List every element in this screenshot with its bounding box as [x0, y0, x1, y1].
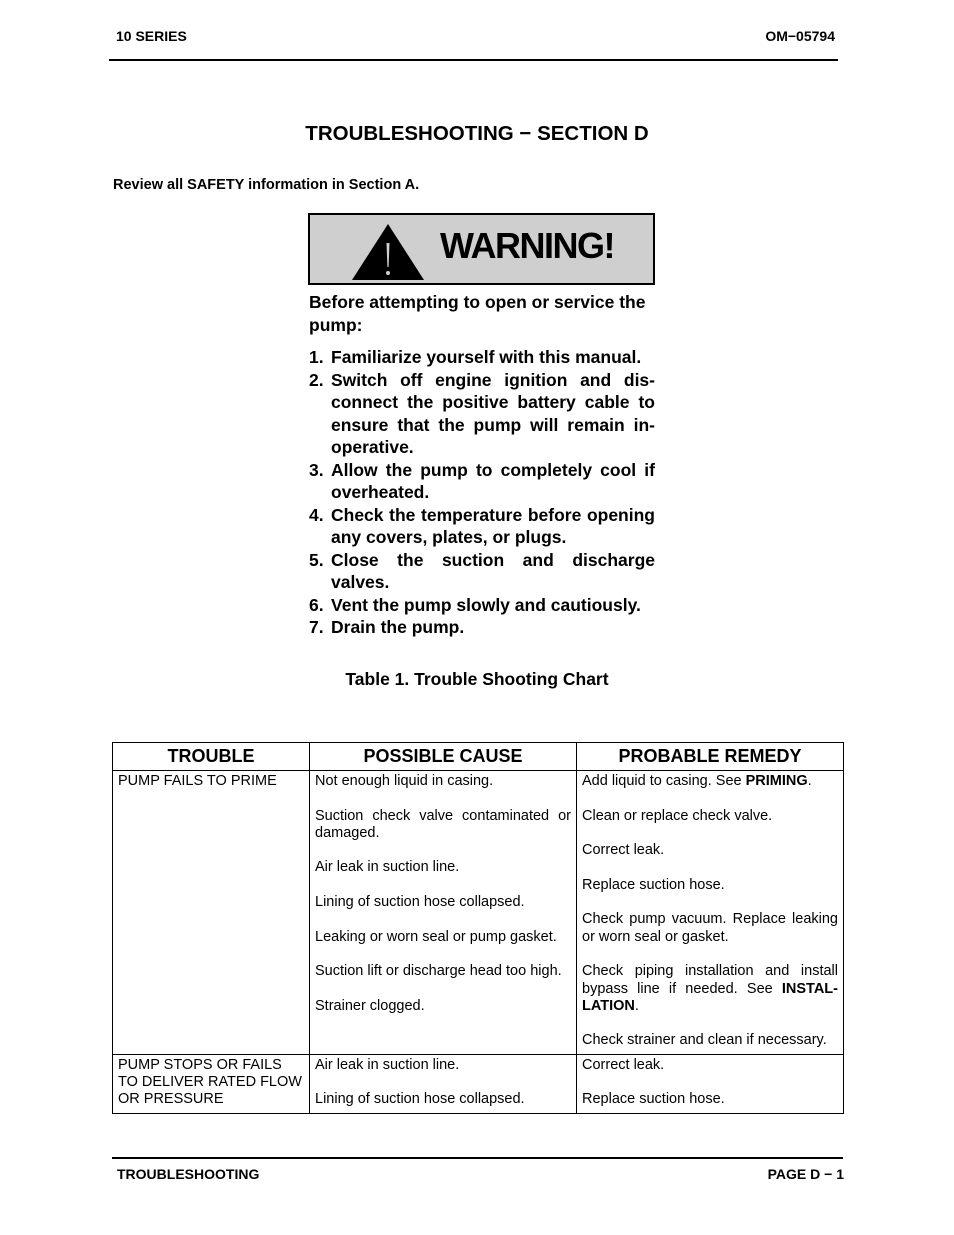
- warning-step: [309, 346, 655, 369]
- cause-entry: Suction check valve contaminated or damaged.: [315, 807, 571, 841]
- remedy-text: Correct leak.: [582, 1056, 665, 1073]
- remedy-entry: [582, 1032, 838, 1049]
- step-number: 3.: [309, 459, 324, 480]
- remedy-entry: [582, 911, 838, 946]
- table-caption: Table 1. Trouble Shooting Chart: [345, 669, 609, 689]
- header-rule: [109, 59, 838, 61]
- remedy-text: Replace suction hose.: [582, 876, 725, 893]
- warning-step: [309, 459, 655, 504]
- remedy-entry: [582, 808, 838, 825]
- warning-step: [309, 504, 655, 549]
- step-text: Vent the pump slowly and cautiously.: [331, 594, 641, 615]
- warning-label: WARNING!: [440, 225, 614, 266]
- step-text: Drain the pump.: [331, 617, 465, 637]
- warning-steps: [309, 346, 655, 639]
- table-row: [113, 771, 844, 1055]
- remedy-reference: INSTALLATION: [582, 980, 838, 1014]
- warning-triangle-icon: [351, 223, 425, 281]
- step-text: Familiarize yourself with this manual.: [331, 347, 642, 367]
- warning-step: [309, 616, 655, 639]
- trouble-cell: PUMP STOPS OR FAILS TO DELIVER RATED FLOW OR PRESSURE: [113, 1054, 310, 1113]
- remedy-text: Replace suction hose.: [582, 1091, 725, 1108]
- cause-entry: Lining of suction hose collapsed.: [315, 1091, 525, 1108]
- step-text: Allow the pump to completely cool if overheated.: [331, 459, 655, 502]
- warning-step: [309, 594, 655, 617]
- step-number: 2.: [309, 369, 324, 390]
- cause-cell: [310, 1054, 577, 1113]
- header-trouble: TROUBLE: [113, 743, 310, 771]
- footer-rule: [112, 1157, 843, 1159]
- remedy-text: Correct leak.: [582, 842, 665, 859]
- remedy-cell: [577, 771, 844, 1055]
- page-title: TROUBLESHOOTING − SECTION D: [305, 122, 649, 145]
- cause-entry: Lining of suction hose collapsed.: [315, 894, 525, 911]
- warning-step: [309, 369, 655, 459]
- step-number: 7.: [309, 617, 324, 637]
- warning-intro: Before attempting to open or service the pump:: [309, 292, 646, 335]
- step-number: 4.: [309, 504, 324, 525]
- remedy-entry: [582, 877, 838, 894]
- trouble-cell: PUMP FAILS TO PRIME: [113, 771, 310, 1055]
- cause-entry: Air leak in suction line.: [315, 1056, 460, 1073]
- table-header-row: [113, 743, 844, 771]
- cause-entry: Not enough liquid in casing.: [315, 773, 494, 789]
- warning-banner: [308, 213, 655, 285]
- cause-entry: Strainer clogged.: [315, 997, 425, 1014]
- remedy-text: Check pump vacuum. Replace leaking or worn seal or gasket.: [582, 911, 838, 945]
- step-number: 5.: [309, 549, 324, 570]
- table-row: [113, 1054, 844, 1113]
- step-text: Switch off engine ignition and disconnect the positive battery cable to ensure that the pump will remain inoperative.: [331, 369, 655, 457]
- remedy-tail: .: [634, 997, 639, 1014]
- remedy-entry: [582, 773, 838, 790]
- remedy-tail: .: [807, 773, 812, 789]
- remedy-entry: [582, 1091, 838, 1108]
- cause-cell: [310, 771, 577, 1055]
- safety-note: Review all SAFETY information in Section A.: [113, 177, 420, 193]
- remedy-entry: [582, 1057, 838, 1074]
- warning-step: [309, 549, 655, 594]
- footer-page-number: PAGE D − 1: [767, 1166, 844, 1182]
- remedy-text: Clean or replace check valve.: [582, 807, 773, 824]
- step-number: 1.: [309, 347, 324, 367]
- header-possible-cause: POSSIBLE CAUSE: [310, 743, 577, 771]
- cause-entry: Air leak in suction line.: [315, 859, 460, 876]
- remedy-cell: [577, 1054, 844, 1113]
- remedy-text: Add liquid to casing. See: [582, 773, 746, 789]
- footer-section: TROUBLESHOOTING: [117, 1166, 260, 1182]
- step-number: 6.: [309, 594, 324, 615]
- cause-entry: Leaking or worn seal or pump gasket.: [315, 928, 557, 945]
- remedy-text: Check strainer and clean if necessary.: [582, 1032, 827, 1049]
- header-doc-number: OM−05794: [765, 28, 835, 44]
- remedy-text: Check piping installation and install bypass line if needed. See: [582, 963, 838, 997]
- header-probable-remedy: PROBABLE REMEDY: [577, 743, 844, 771]
- remedy-entry: [582, 963, 838, 1015]
- troubleshooting-table: [112, 742, 844, 1114]
- remedy-reference: PRIMING: [745, 773, 808, 789]
- remedy-entry: [582, 842, 838, 859]
- header-series: 10 SERIES: [116, 28, 187, 44]
- cause-entry: Suction lift or discharge head too high.: [315, 963, 562, 980]
- step-text: Close the suction and discharge valves.: [331, 549, 655, 592]
- step-text: Check the temperature before opening any covers, plates, or plugs.: [331, 504, 655, 547]
